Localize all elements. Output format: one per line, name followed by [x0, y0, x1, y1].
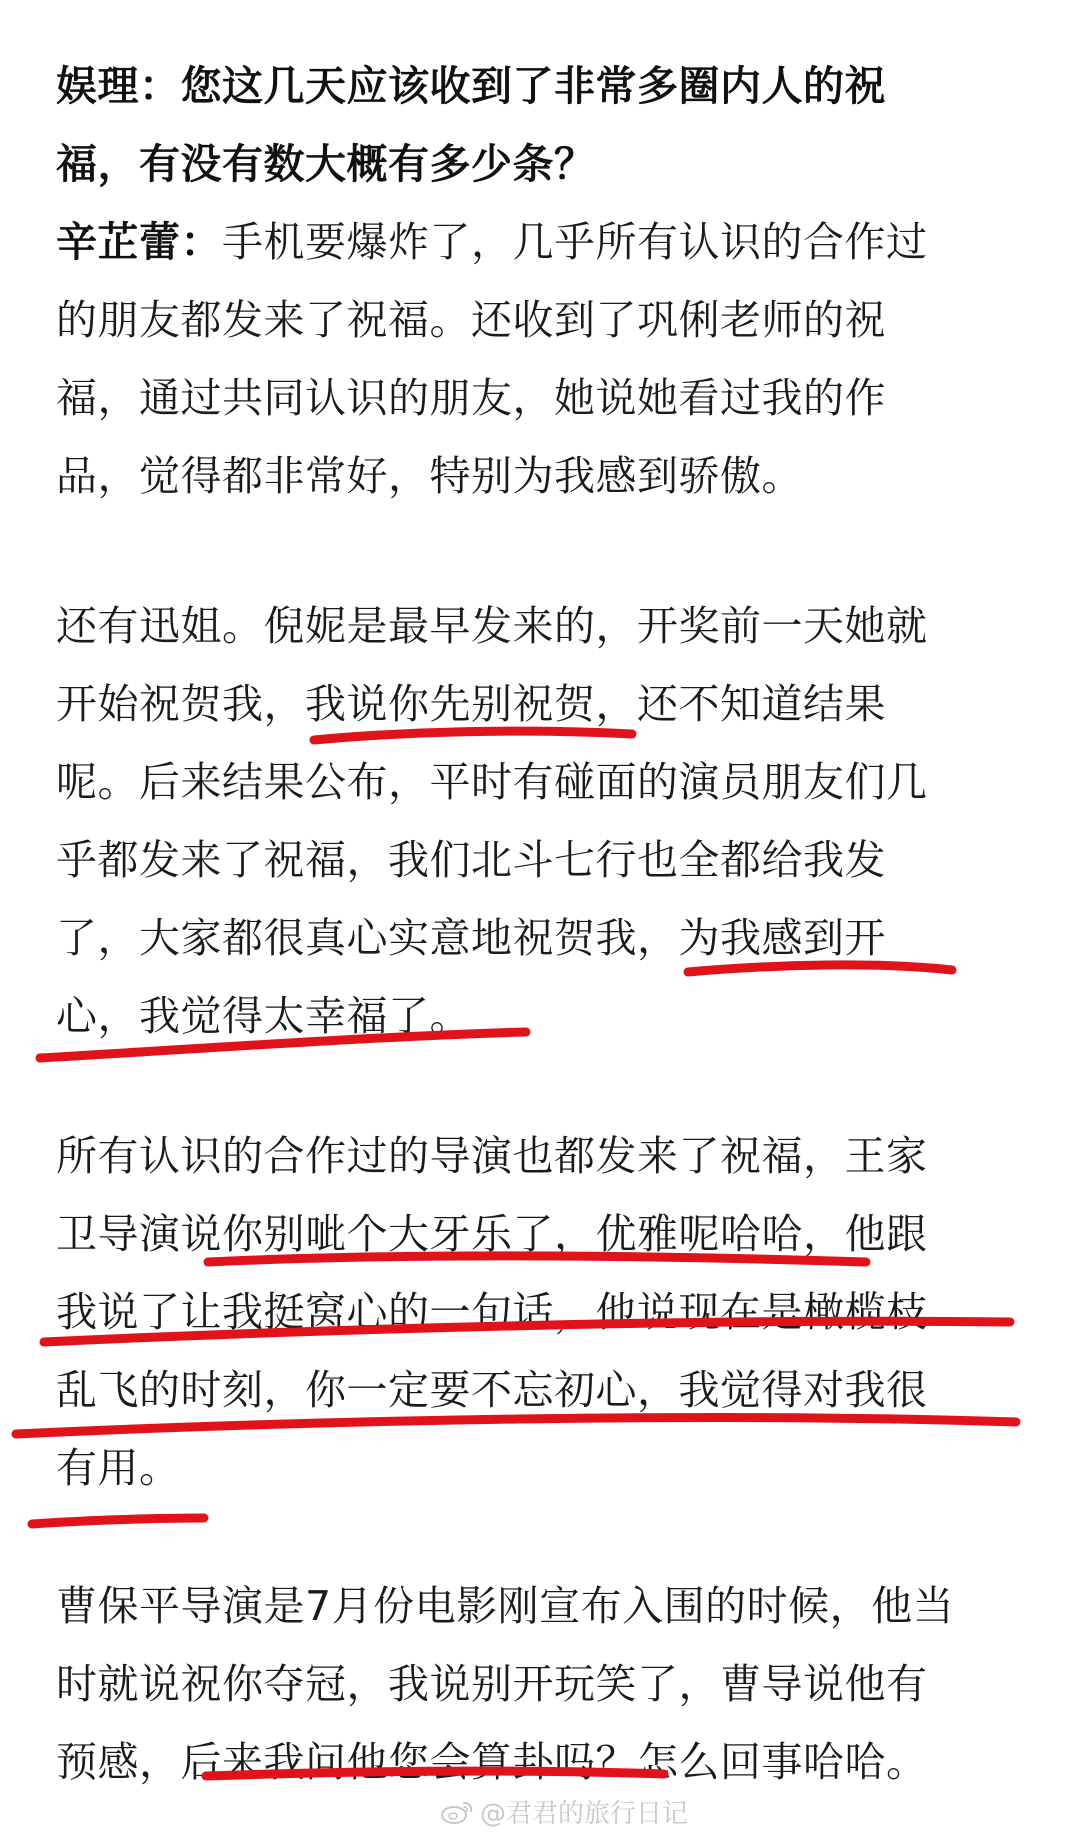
paragraph-2-line-5: 了，大家都很真心实意地祝贺我，为我感到开 [56, 914, 886, 962]
interview-question-line-1 [56, 62, 886, 110]
paragraph-3-line-4: 乱飞的时刻，你一定要不忘初心，我觉得对我很 [56, 1366, 928, 1414]
paragraph-4-line-1: 曹保平导演是7月份电影刚宣布入围的时候，他当 [56, 1582, 955, 1630]
question-text: 您这几天应该收到了非常多圈内人的祝 [180, 62, 886, 110]
paragraph-2-line-4: 乎都发来了祝福，我们北斗七行也全都给我发 [56, 836, 886, 884]
answer-line-2: 的朋友都发来了祝福。还收到了巩俐老师的祝 [56, 296, 886, 344]
speaker-label-xin: 辛芷蕾： [56, 218, 222, 266]
paragraph-2-line-1: 还有迅姐。倪妮是最早发来的，开奖前一天她就 [56, 602, 928, 650]
paragraph-2-line-6: 心，我觉得太幸福了。 [56, 992, 471, 1040]
paragraph-4-line-2: 时就说祝你夺冠，我说别开玩笑了，曹导说他有 [56, 1660, 928, 1708]
underline-happy-for-me-1 [688, 965, 952, 972]
watermark-text: @君君的旅行日记 [480, 1799, 689, 1829]
paragraph-3-line-5: 有用。 [56, 1444, 181, 1492]
paragraph-2-line-3: 呢。后来结果公布，平时有碰面的演员朋友们几 [56, 758, 928, 806]
speaker-label-yuli: 娱理： [56, 62, 181, 110]
underline-useful [32, 1518, 204, 1524]
answer-line-3: 福，通过共同认识的朋友，她说她看过我的作 [56, 374, 886, 422]
weibo-watermark [440, 1793, 688, 1830]
weibo-icon [440, 1799, 474, 1825]
paragraph-3-line-2: 卫导演说你别呲个大牙乐了，优雅呢哈哈，他跟 [56, 1210, 928, 1258]
paragraph-4-line-3: 预感，后来我问他您会算卦吗？怎么回事哈哈。 [56, 1738, 928, 1786]
paragraph-3-line-3: 我说了让我挺窝心的一句话，他说现在是橄榄枝 [56, 1288, 928, 1336]
underline-olive-branch-line [16, 1418, 1016, 1434]
answer-text: 手机要爆炸了，几乎所有认识的合作过 [222, 218, 928, 266]
paragraph-3-line-1: 所有认识的合作过的导演也都发来了祝福，王家 [56, 1132, 928, 1180]
paragraph-2-line-2: 开始祝贺我，我说你先别祝贺，还不知道结果 [56, 680, 886, 728]
answer-line-1 [56, 218, 928, 266]
answer-line-4: 品，觉得都非常好，特别为我感到骄傲。 [56, 452, 803, 500]
interview-question-line-2: 福，有没有数大概有多少条？ [56, 140, 596, 188]
underline-dont-congratulate [314, 731, 632, 740]
